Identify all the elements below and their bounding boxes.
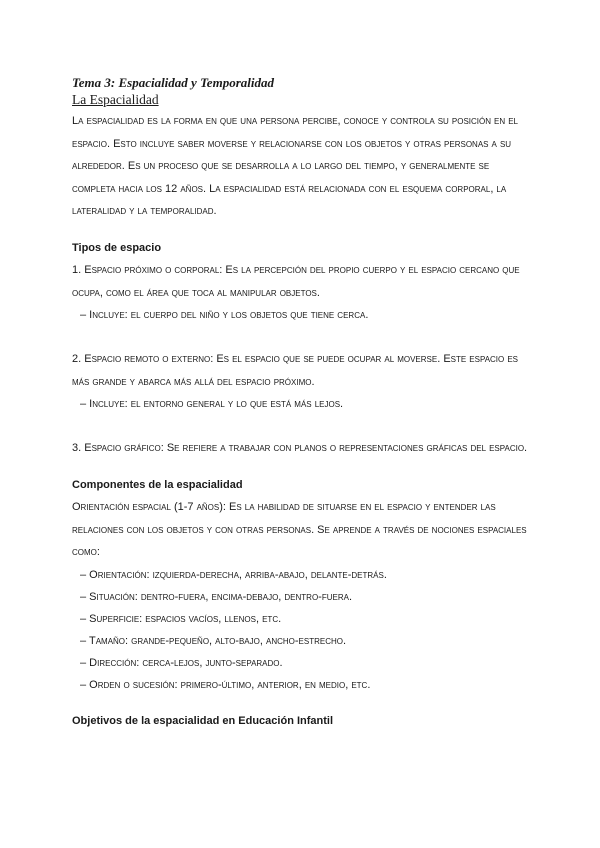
componentes-bullet-situacion: – Situación: dentro-fuera, encima-debajo, dentro-fuera. — [80, 590, 353, 603]
intro-paragraph: La espacialidad es la forma en que una persona percibe, conoce y controla su posición en el espacio. Esto incluye saber moverse y relacionarse con los objetos y otras personas a su alrededor. Es un proceso que se desarrolla a lo largo del tiempo, y generalmente se completa hacia los 12 años. La espacialidad está relacionada con el esquema corporal, la lateralidad y la temporalidad. — [72, 115, 519, 217]
componentes-bullet-orientacion: – Orientación: izquierda-derecha, arriba-abajo, delante-detrás. — [80, 568, 387, 581]
section-subtitle: La Espacialidad — [72, 92, 159, 107]
componentes-text: Orientación espacial (1-7 años): Es la habilidad de situarse en el espacio y entender las relaciones con los objetos y con otras personas. Se aprende a través de nociones espaciales como: — [72, 501, 527, 558]
tipos-item-1: 1. Espacio próximo o corporal: Es la percepción del propio cuerpo y el espacio cercano que ocupa, como el área que toca al manipular objetos. — [72, 264, 520, 299]
tipos-item-2-bullet: – Incluye: el entorno general y lo que está más lejos. — [80, 398, 344, 410]
componentes-bullet-orden: – Orden o sucesión: primero-último, anterior, en medio, etc. — [80, 678, 371, 691]
componentes-heading: Componentes de la espacialidad — [72, 478, 243, 491]
tipos-heading: Tipos de espacio — [72, 241, 162, 254]
componentes-bullet-direccion: – Dirección: cerca-lejos, junto-separado. — [80, 656, 283, 669]
spacer — [72, 460, 532, 474]
objetivos-heading: Objetivos de la espacialidad en Educación Infantil — [72, 714, 334, 727]
componentes-bullet-tamano: – Tamaño: grande-pequeño, alto-bajo, ancho-estrecho. — [80, 634, 347, 647]
componentes-bullet-superficie: – Superficie: espacios vacíos, llenos, etc. — [80, 612, 282, 625]
spacer — [72, 696, 532, 710]
spacer — [72, 223, 532, 237]
document-title: Tema 3: Espacialidad y Temporalidad — [72, 75, 274, 90]
tipos-item-1-bullet: – Incluye: el cuerpo del niño y los objetos que tiene cerca. — [80, 309, 369, 321]
spacer — [72, 326, 532, 348]
tipos-item-2: 2. Espacio remoto o externo: Es el espacio que se puede ocupar al moverse. Este espacio es más grande y abarca más allá del espacio próximo. — [72, 353, 518, 388]
document-content — [72, 74, 532, 732]
tipos-item-3: 3. Espacio gráfico: Se refiere a trabajar con planos o representaciones gráficas del espacio. — [72, 442, 528, 454]
spacer — [72, 415, 532, 437]
